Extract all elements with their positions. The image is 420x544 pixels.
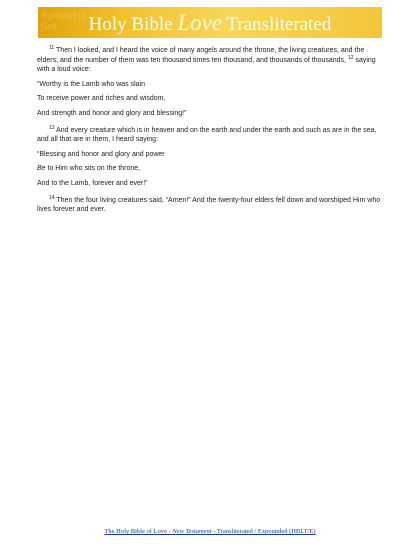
- footer-part1: The Holy Bible of Love -: [104, 528, 173, 535]
- verse-12-text: saying with a loud voice:: [37, 56, 376, 74]
- footer-part2: New Testament: [172, 528, 212, 535]
- banner-watermark: A prophet of God: [41, 10, 86, 31]
- title-banner: [38, 7, 382, 38]
- song2-line: And to the Lamb, forever and ever!”: [37, 179, 148, 187]
- verse-11-text: Then I looked, and I heard the voice of many angels around the throne, the living creatures, and the elders; and the number of them was ten thousand times ten thousand, and thousands of thousands,: [37, 47, 365, 64]
- song2-line: [37, 164, 384, 174]
- verse-number-14: 14: [49, 194, 55, 201]
- song2-line2-rest: to Him who sits on the throne,: [45, 165, 141, 173]
- verse-number-11: 11: [49, 45, 55, 51]
- banner-title-part1: Holy Bible: [88, 14, 173, 35]
- verse-number-12: 12: [347, 54, 354, 61]
- song1-line: And strength and honor and glory and blessing!”: [37, 109, 187, 117]
- song2-line: “Blessing and honor and glory and power: [37, 150, 165, 158]
- verse-11-12: [37, 46, 384, 75]
- verse-13-text: And every creature which is in heaven and on the earth and under the earth and such as are in the sea, and all that are in them, I heard saying:: [37, 126, 377, 144]
- verse-number-13: 13: [49, 124, 55, 131]
- passage: [37, 46, 384, 215]
- footer-link[interactable]: [0, 528, 420, 535]
- song1-line: “Worthy is the Lamb who was slain: [37, 80, 146, 88]
- verse-14: [37, 196, 384, 215]
- banner-title: [38, 11, 382, 36]
- verse-13: [37, 126, 384, 145]
- footer-part3: - Transliterated / Expounded (HBLT/E): [211, 528, 316, 535]
- verse-14-text: Then the four living creatures said, “Amen!” And the twenty-four elders fell down and worshiped Him who lives forever and ever.: [37, 196, 381, 214]
- song2-line2-italic: Be: [37, 165, 46, 173]
- song1-line: To receive power and riches and wisdom,: [37, 95, 166, 103]
- banner-title-love: Love: [177, 10, 223, 35]
- banner-title-part2: Transliterated: [226, 14, 332, 35]
